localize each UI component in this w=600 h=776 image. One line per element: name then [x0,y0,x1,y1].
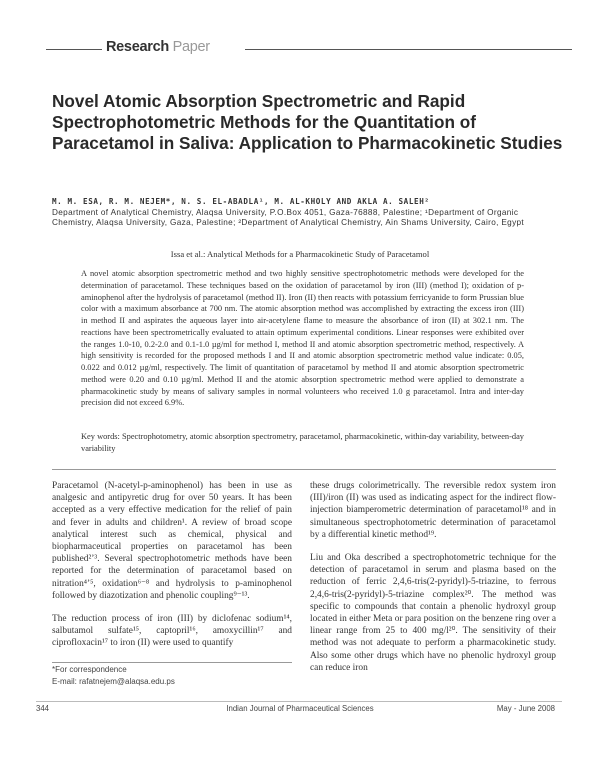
paper-title: Novel Atomic Absorption Spectrometric and Rapid Spectrophotometric Methods for the Quantitation of Paracetamol in Saliva: Application to Pharmacokinetic Studies [52,91,563,153]
paragraph: Liu and Oka described a spectrophotometric technique for the detection of paracetamol in serum and plasma based on the reduction of ferric 2,4,6-tris(2-pyridyl)-5-triazine, to ferrous 2,4,6-tris(2-pyridyl)-5-triazine complex²⁰. The method was specific to compounds that contain a phenolic hydroxyl group located in either Meta or para position on the benzene ring over a linear range from 25 to 400 mg/l²⁰. The sensitivity of their method was not adequate to perform a pharmacokinetic study. Also some other drugs which have no phenolic hydroxyl group can reduce iron [310,553,556,673]
issue-date: May - June 2008 [496,704,555,713]
running-title: Issa et al.: Analytical Methods for a Pharmacokinetic Study of Paracetamol [170,249,430,259]
body-column-right [310,480,556,685]
journal-name: Indian Journal of Pharmaceutical Sciences [226,704,374,713]
header-rule-right [245,49,572,50]
abstract: A novel atomic absorption spectrometric method and two highly sensitive spectrophotometric methods were developed for the determination of paracetamol. These techniques based on the oxidation of paracetamol by iron (III) (method I); oxidation of p-aminophenol after the hydrolysis of paracetamol (method II). Iron (II) then reacts with potassium ferricyanide to form Prussian blue color with a maximum absorbance at 700 nm. The atomic absorption method was accomplished by extracting the excess iron (III) in method II and aspirates the aqueous layer into air-acetylene flame to measure the absorbance of iron (II) at 302.1 nm. The reactions have been spectrometrically evaluated to attain optimum experimental conditions. Linear responses were exhibited over the ranges 1.0-10, 0.2-2.0 and 0.1-1.0 µg/ml for method I, method II and atomic absorption spectrometric method, respectively. A high sensitivity is recorded for the proposed methods I and II and atomic absorption spectrometric method value indicate: 0.05, 0.022 and 0.012 µg/ml, respectively. The limit of quantitation of paracetamol by method II and atomic absorption spectrometric method were 0.20 and 0.10 µg/ml. Method II and the atomic absorption spectrometric method were applied to demonstrate a pharmacokinetic study by means of salivary samples in normal volunteers who received 1.0 g paracetamol. Intra and inter-day precision did not exceed 6.9%. [81,269,524,408]
header-rule-left [46,49,102,50]
section-divider [52,469,556,470]
correspondence-email[interactable]: E-mail: rafatnejem@alaqsa.edu.ps [52,677,175,686]
correspondence-label: *For correspondence [52,665,127,674]
page-number: 344 [36,704,50,713]
paragraph: these drugs colorimetrically. The reversible redox system iron (III)/iron (II) was used as indicating aspect for the indirect flow-injection biamperometric determination of paracetamol¹⁸ and in simultaneous spectrophotometric determination of paracetamol by a differential kinetic method¹⁹. [310,481,556,540]
paragraph: The reduction process of iron (III) by diclofenac sodium¹⁴, salbutamol sulfate¹⁵, captopril¹⁶, amoxycillin¹⁷ and ciprofloxacin¹⁷ to iron (II) were used to quantify [52,614,292,649]
paragraph: Paracetamol (N-acetyl-p-aminophenol) has been in use as analgesic and antipyretic drug for over 50 years. It has been accepted as a very effective medication for the relief of pain and fever in adults and children¹. A review of broad scope analytical interest such as chemical, physical and biopharmaceutical properties on paracetamol has been published²ʼ³. Several spectrophotometric methods have been reported for the determination of paracetamol based on nitration⁴ʼ⁵, oxidation⁶⁻⁸ and hydrolysis to p-aminophenol followed by diazotization and phenolic coupling⁹⁻¹³. [52,481,292,601]
affiliations: Department of Analytical Chemistry, Alaqsa University, P.O.Box 4051, Gaza-76888, Palestine; ¹Department of Organic Chemistry, Alaqsa University, Gaza, Palestine; ²Department of Analytical Chemistry, Ain Shams University, Cairo, Egypt [52,208,525,228]
section-label: Research Paper [106,39,210,55]
keywords: Key words: Spectrophotometry, atomic absorption spectrometry, paracetamol, pharmacokinetic, within-day variability, between-day variability [81,432,524,453]
section-header [46,38,566,58]
footnote-divider [52,662,292,663]
body-column-left [52,480,292,661]
author-list: M. M. ESA, R. M. NEJEM*, N. S. EL-ABADLA¹, M. AL-KHOLY AND AKLA A. SALEH² [52,197,430,206]
footer-divider [36,701,562,702]
